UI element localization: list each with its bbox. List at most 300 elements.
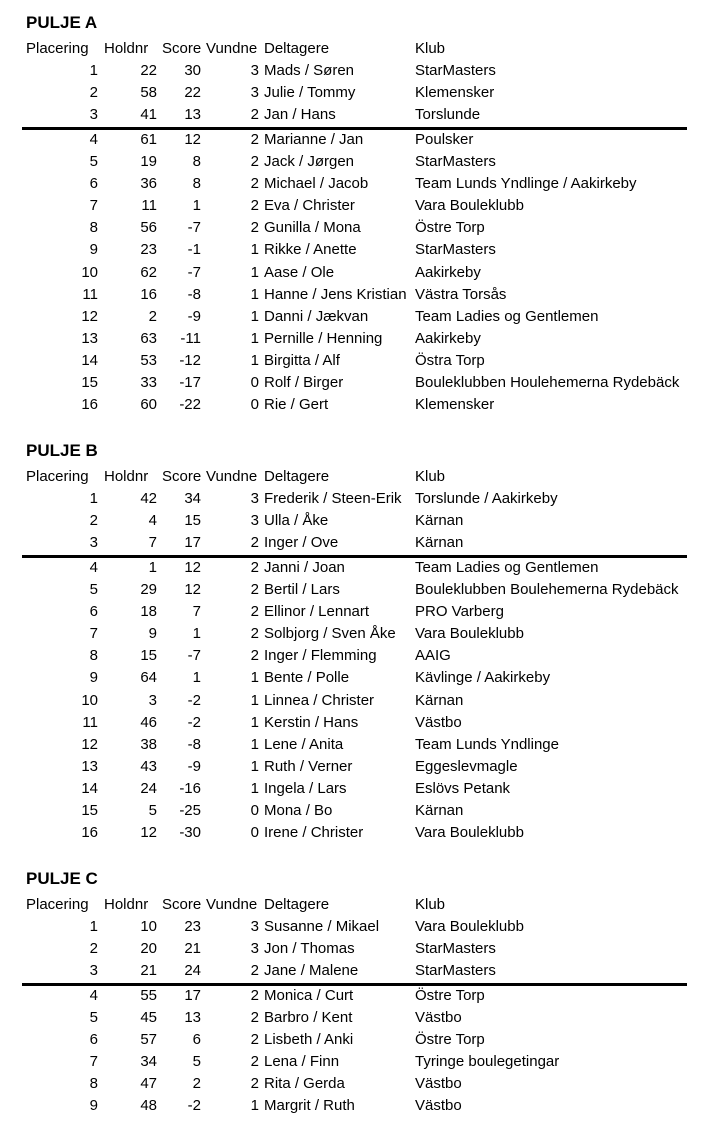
- header-klub: Klub: [415, 40, 446, 57]
- wins-cell: 2: [250, 219, 259, 237]
- club-cell: Vara Bouleklubb: [415, 625, 524, 642]
- club-cell: Vara Bouleklubb: [415, 918, 524, 936]
- table-row: [0, 623, 701, 645]
- table-row: [0, 800, 701, 822]
- table-row: [0, 712, 701, 734]
- wins-cell: 2: [250, 534, 259, 552]
- participants-cell: Gunilla / Mona: [264, 219, 361, 237]
- club-cell: Poulsker: [415, 130, 474, 148]
- placement-cell: 12: [81, 307, 98, 325]
- score-cell: -9: [187, 307, 201, 325]
- score-cell: -30: [179, 824, 201, 842]
- team-number-cell: 45: [140, 1008, 157, 1026]
- placement-cell: 9: [89, 241, 98, 259]
- participants-cell: Frederik / Steen-Erik: [264, 490, 402, 508]
- header-deltagere: Deltagere: [264, 468, 330, 485]
- club-cell: Team Lunds Yndlinge: [415, 735, 559, 753]
- table-row: [0, 488, 701, 510]
- participants-cell: Jack / Jørgen: [264, 152, 355, 170]
- placement-cell: 7: [89, 1053, 98, 1070]
- table-row: [0, 601, 701, 623]
- column-header-row: [0, 894, 701, 916]
- team-number-cell: 57: [140, 1030, 157, 1048]
- score-cell: 8: [192, 174, 201, 192]
- pool-title: PULJE C: [26, 869, 98, 888]
- placement-cell: 3: [89, 962, 98, 980]
- team-number-cell: 3: [148, 691, 157, 709]
- placement-cell: 14: [81, 780, 98, 798]
- club-cell: Klemensker: [415, 396, 495, 414]
- wins-cell: 2: [250, 1075, 259, 1093]
- club-cell: Kärnan: [415, 691, 464, 709]
- wins-cell: 2: [250, 580, 259, 598]
- table-row: [0, 82, 701, 104]
- placement-cell: 5: [89, 152, 98, 170]
- wins-cell: 0: [250, 824, 259, 842]
- participants-cell: Lisbeth / Anki: [264, 1030, 354, 1048]
- club-cell: Vara Bouleklubb: [415, 824, 524, 842]
- team-number-cell: 64: [140, 669, 157, 687]
- placement-cell: 8: [89, 219, 98, 237]
- table-row: [0, 960, 701, 982]
- header-placering: Placering: [26, 468, 89, 485]
- club-cell: Aakirkeby: [415, 263, 481, 281]
- score-cell: -7: [187, 219, 201, 237]
- placement-cell: 1: [89, 918, 98, 936]
- score-cell: 13: [184, 106, 201, 124]
- score-cell: 24: [184, 962, 201, 980]
- placement-cell: 9: [89, 1097, 98, 1115]
- participants-cell: Julie / Tommy: [264, 84, 356, 102]
- placement-cell: 13: [81, 329, 98, 347]
- participants-cell: Susanne / Mikael: [264, 918, 380, 936]
- wins-cell: 2: [250, 986, 259, 1004]
- team-number-cell: 63: [140, 329, 157, 347]
- placement-cell: 5: [89, 1008, 98, 1026]
- club-cell: Klemensker: [415, 84, 495, 102]
- column-header-row: [0, 38, 701, 60]
- club-cell: Kärnan: [415, 534, 464, 552]
- team-number-cell: 56: [140, 219, 157, 237]
- placement-cell: 3: [89, 106, 98, 124]
- club-cell: Östre Torp: [415, 986, 485, 1004]
- wins-cell: 1: [250, 263, 259, 281]
- placement-cell: 7: [89, 197, 98, 214]
- table-row: [0, 822, 701, 844]
- placement-cell: 2: [89, 940, 98, 958]
- header-score: Score: [162, 468, 202, 485]
- score-cell: 1: [192, 197, 201, 214]
- team-number-cell: 38: [140, 735, 157, 753]
- team-number-cell: 21: [140, 962, 157, 980]
- club-cell: Västbo: [415, 1075, 462, 1093]
- wins-cell: 1: [250, 691, 259, 709]
- column-header-row: [0, 466, 701, 488]
- team-number-cell: 43: [140, 757, 157, 775]
- score-cell: 13: [184, 1008, 201, 1026]
- placement-cell: 6: [89, 602, 98, 620]
- participants-cell: Birgitta / Alf: [264, 352, 340, 370]
- team-number-cell: 11: [141, 197, 157, 214]
- placement-cell: 16: [81, 396, 98, 414]
- participants-cell: Aase / Ole: [264, 263, 335, 281]
- team-number-cell: 12: [140, 824, 157, 842]
- table-row: [0, 1073, 701, 1095]
- club-cell: Eggeslevmagle: [415, 757, 518, 775]
- wins-cell: 2: [250, 152, 259, 170]
- table-row: [0, 350, 701, 372]
- table-row: [0, 557, 701, 579]
- participants-cell: Janni / Joan: [264, 558, 345, 576]
- score-cell: -2: [187, 1097, 201, 1115]
- team-number-cell: 34: [140, 1053, 157, 1070]
- placement-cell: 4: [89, 558, 98, 576]
- team-number-cell: 22: [140, 62, 157, 80]
- wins-cell: 2: [250, 174, 259, 192]
- score-cell: 1: [192, 669, 201, 687]
- club-cell: StarMasters: [415, 152, 496, 170]
- club-cell: Aakirkeby: [415, 329, 481, 347]
- header-vundne: Vundne: [206, 468, 258, 485]
- participants-cell: Barbro / Kent: [264, 1008, 353, 1026]
- placement-cell: 15: [81, 802, 98, 820]
- wins-cell: 1: [250, 669, 259, 687]
- table-row: [0, 129, 701, 151]
- placement-cell: 8: [89, 647, 98, 665]
- score-cell: -8: [187, 735, 201, 753]
- score-cell: 30: [184, 62, 201, 80]
- club-cell: Östre Torp: [415, 219, 485, 237]
- team-number-cell: 5: [148, 802, 157, 820]
- club-cell: StarMasters: [415, 940, 496, 958]
- club-cell: StarMasters: [415, 62, 496, 80]
- team-number-cell: 33: [140, 374, 157, 392]
- club-cell: Team Ladies og Gentlemen: [415, 307, 599, 325]
- table-row: [0, 284, 701, 306]
- club-cell: Kärnan: [415, 802, 464, 820]
- placement-cell: 7: [89, 625, 98, 642]
- wins-cell: 1: [250, 1097, 259, 1115]
- club-cell: AAIG: [415, 647, 451, 665]
- team-number-cell: 1: [148, 558, 157, 576]
- team-number-cell: 18: [140, 602, 157, 620]
- team-number-cell: 7: [148, 534, 157, 552]
- participants-cell: Inger / Ove: [264, 534, 339, 552]
- score-cell: 17: [184, 534, 201, 552]
- header-holdnr: Holdnr: [104, 40, 149, 57]
- header-holdnr: Holdnr: [104, 896, 149, 913]
- club-cell: Torslunde: [415, 106, 481, 124]
- table-row: [0, 667, 701, 689]
- participants-cell: Ellinor / Lennart: [264, 602, 370, 620]
- placement-cell: 13: [81, 757, 98, 775]
- team-number-cell: 23: [140, 241, 157, 259]
- placement-cell: 2: [89, 512, 98, 530]
- score-cell: 5: [192, 1053, 201, 1070]
- participants-cell: Ingela / Lars: [264, 780, 347, 798]
- wins-cell: 2: [250, 647, 259, 665]
- table-row: [0, 690, 701, 712]
- placement-cell: 6: [89, 1030, 98, 1048]
- team-number-cell: 10: [140, 918, 157, 936]
- placement-cell: 14: [81, 352, 98, 370]
- club-cell: Vara Bouleklubb: [415, 197, 524, 214]
- table-row: [0, 1095, 701, 1117]
- table-row: [0, 217, 701, 239]
- wins-cell: 1: [250, 329, 259, 347]
- score-cell: -2: [187, 713, 201, 731]
- participants-cell: Jon / Thomas: [264, 940, 355, 958]
- club-cell: Tyringe boulegetingar: [415, 1053, 560, 1070]
- team-number-cell: 46: [140, 713, 157, 731]
- table-row: [0, 734, 701, 756]
- team-number-cell: 16: [140, 285, 157, 303]
- participants-cell: Danni / Jækvan: [264, 307, 369, 325]
- participants-cell: Eva / Christer: [264, 197, 355, 214]
- wins-cell: 1: [250, 241, 259, 259]
- placement-cell: 2: [89, 84, 98, 102]
- score-cell: -12: [179, 352, 201, 370]
- wins-cell: 1: [250, 780, 259, 798]
- header-holdnr: Holdnr: [104, 468, 149, 485]
- wins-cell: 0: [250, 374, 259, 392]
- participants-cell: Bertil / Lars: [264, 580, 340, 598]
- club-cell: StarMasters: [415, 241, 496, 259]
- placement-cell: 3: [89, 534, 98, 552]
- header-score: Score: [162, 896, 202, 913]
- participants-cell: Mona / Bo: [264, 802, 333, 820]
- club-cell: Eslövs Petank: [415, 780, 511, 798]
- table-row: [0, 1051, 701, 1073]
- team-number-cell: 48: [140, 1097, 157, 1115]
- table-row: [0, 394, 701, 416]
- score-cell: 8: [192, 152, 201, 170]
- participants-cell: Jan / Hans: [264, 106, 336, 124]
- wins-cell: 3: [250, 84, 259, 102]
- header-vundne: Vundne: [206, 896, 258, 913]
- score-cell: 21: [184, 940, 201, 958]
- score-cell: -1: [187, 241, 201, 259]
- team-number-cell: 20: [140, 940, 157, 958]
- wins-cell: 3: [250, 512, 259, 530]
- score-cell: 7: [192, 602, 201, 620]
- wins-cell: 2: [250, 962, 259, 980]
- wins-cell: 1: [250, 285, 259, 303]
- wins-cell: 2: [250, 625, 259, 642]
- team-number-cell: 24: [140, 780, 157, 798]
- score-cell: 15: [184, 512, 201, 530]
- score-cell: 12: [184, 580, 201, 598]
- placement-cell: 8: [89, 1075, 98, 1093]
- club-cell: Kärnan: [415, 512, 464, 530]
- participants-cell: Irene / Christer: [264, 824, 364, 842]
- table-row: [0, 195, 701, 217]
- participants-cell: Solbjorg / Sven Åke: [264, 625, 396, 642]
- table-row: [0, 510, 701, 532]
- team-number-cell: 4: [148, 512, 157, 530]
- placement-cell: 10: [81, 691, 98, 709]
- club-cell: StarMasters: [415, 962, 496, 980]
- header-klub: Klub: [415, 468, 446, 485]
- wins-cell: 1: [250, 307, 259, 325]
- participants-cell: Inger / Flemming: [264, 647, 377, 665]
- pool-title: PULJE A: [26, 13, 98, 32]
- team-number-cell: 29: [140, 580, 157, 598]
- score-cell: 34: [184, 490, 201, 508]
- wins-cell: 2: [250, 106, 259, 124]
- placement-cell: 12: [81, 735, 98, 753]
- header-deltagere: Deltagere: [264, 40, 330, 57]
- header-vundne: Vundne: [206, 40, 258, 57]
- wins-cell: 3: [250, 918, 259, 936]
- wins-cell: 3: [250, 62, 259, 80]
- table-row: [0, 306, 701, 328]
- club-cell: Torslunde / Aakirkeby: [415, 490, 558, 508]
- participants-cell: Hanne / Jens Kristian: [264, 285, 407, 303]
- participants-cell: Kerstin / Hans: [264, 713, 359, 731]
- score-cell: -22: [179, 396, 201, 414]
- wins-cell: 2: [250, 130, 259, 148]
- placement-cell: 4: [89, 130, 98, 148]
- participants-cell: Margrit / Ruth: [264, 1097, 355, 1115]
- table-row: [0, 1007, 701, 1029]
- participants-cell: Rita / Gerda: [264, 1075, 345, 1093]
- team-number-cell: 61: [140, 130, 157, 148]
- club-cell: Östre Torp: [415, 1030, 485, 1048]
- table-row: [0, 985, 701, 1007]
- club-cell: Team Lunds Yndlinge / Aakirkeby: [415, 174, 637, 192]
- table-row: [0, 579, 701, 601]
- participants-cell: Linnea / Christer: [264, 691, 375, 709]
- team-number-cell: 55: [140, 986, 157, 1004]
- team-number-cell: 41: [140, 106, 157, 124]
- score-cell: -7: [187, 647, 201, 665]
- score-cell: -8: [187, 285, 201, 303]
- club-cell: Västbo: [415, 1008, 462, 1026]
- pool-title: PULJE B: [26, 441, 98, 460]
- participants-cell: Monica / Curt: [264, 986, 354, 1004]
- wins-cell: 3: [250, 490, 259, 508]
- table-row: [0, 1029, 701, 1051]
- participants-cell: Mads / Søren: [264, 62, 355, 80]
- club-cell: Bouleklubben Houlehemerna Rydebäck: [415, 374, 680, 392]
- table-row: [0, 60, 701, 82]
- score-cell: -17: [179, 374, 201, 392]
- participants-cell: Jane / Malene: [264, 962, 359, 980]
- team-number-cell: 36: [140, 174, 157, 192]
- score-cell: -2: [187, 691, 201, 709]
- header-deltagere: Deltagere: [264, 896, 330, 913]
- table-row: [0, 262, 701, 284]
- team-number-cell: 58: [140, 84, 157, 102]
- table-row: [0, 239, 701, 261]
- participants-cell: Ruth / Verner: [264, 757, 353, 775]
- table-row: [0, 173, 701, 195]
- placement-cell: 4: [89, 986, 98, 1004]
- score-cell: 22: [184, 84, 201, 102]
- header-klub: Klub: [415, 896, 446, 913]
- wins-cell: 2: [250, 1008, 259, 1026]
- participants-cell: Rikke / Anette: [264, 241, 357, 259]
- placement-cell: 1: [89, 490, 98, 508]
- placement-cell: 11: [82, 285, 98, 303]
- table-row: [0, 151, 701, 173]
- team-number-cell: 47: [140, 1075, 157, 1093]
- wins-cell: 1: [250, 735, 259, 753]
- placement-cell: 1: [89, 62, 98, 80]
- score-cell: 2: [192, 1075, 201, 1093]
- table-row: [0, 938, 701, 960]
- wins-cell: 2: [250, 1053, 259, 1070]
- placement-cell: 11: [82, 713, 98, 731]
- team-number-cell: 53: [140, 352, 157, 370]
- participants-cell: Rie / Gert: [264, 396, 329, 414]
- team-number-cell: 2: [148, 307, 157, 325]
- team-number-cell: 9: [148, 625, 157, 642]
- wins-cell: 1: [250, 757, 259, 775]
- score-cell: -9: [187, 757, 201, 775]
- score-cell: -16: [179, 780, 201, 798]
- table-row: [0, 104, 701, 126]
- participants-cell: Marianne / Jan: [264, 130, 364, 148]
- participants-cell: Lena / Finn: [264, 1053, 340, 1070]
- wins-cell: 2: [250, 197, 259, 214]
- score-cell: 6: [192, 1030, 201, 1048]
- club-cell: Bouleklubben Boulehemerna Rydebäck: [415, 580, 679, 598]
- participants-cell: Lene / Anita: [264, 735, 344, 753]
- participants-cell: Michael / Jacob: [264, 174, 369, 192]
- score-cell: 1: [192, 625, 201, 642]
- table-row: [0, 328, 701, 350]
- score-cell: 23: [184, 918, 201, 936]
- placement-cell: 16: [81, 824, 98, 842]
- wins-cell: 3: [250, 940, 259, 958]
- club-cell: Team Ladies og Gentlemen: [415, 558, 599, 576]
- table-row: [0, 756, 701, 778]
- wins-cell: 0: [250, 396, 259, 414]
- table-row: [0, 532, 701, 554]
- table-row: [0, 778, 701, 800]
- wins-cell: 2: [250, 1030, 259, 1048]
- team-number-cell: 62: [140, 263, 157, 281]
- club-cell: Västbo: [415, 713, 462, 731]
- placement-cell: 15: [81, 374, 98, 392]
- table-row: [0, 916, 701, 938]
- wins-cell: 1: [250, 352, 259, 370]
- placement-cell: 9: [89, 669, 98, 687]
- placement-cell: 6: [89, 174, 98, 192]
- wins-cell: 2: [250, 558, 259, 576]
- table-row: [0, 645, 701, 667]
- wins-cell: 2: [250, 602, 259, 620]
- club-cell: Västra Torsås: [415, 285, 507, 303]
- score-cell: -7: [187, 263, 201, 281]
- wins-cell: 1: [250, 713, 259, 731]
- placement-cell: 10: [81, 263, 98, 281]
- club-cell: Östra Torp: [415, 352, 485, 370]
- participants-cell: Ulla / Åke: [264, 512, 329, 530]
- score-cell: 12: [184, 558, 201, 576]
- table-row: [0, 372, 701, 394]
- score-cell: 12: [184, 130, 201, 148]
- team-number-cell: 15: [140, 647, 157, 665]
- team-number-cell: 19: [140, 152, 157, 170]
- club-cell: PRO Varberg: [415, 602, 504, 620]
- team-number-cell: 42: [140, 490, 157, 508]
- placement-cell: 5: [89, 580, 98, 598]
- wins-cell: 0: [250, 802, 259, 820]
- score-cell: -25: [179, 802, 201, 820]
